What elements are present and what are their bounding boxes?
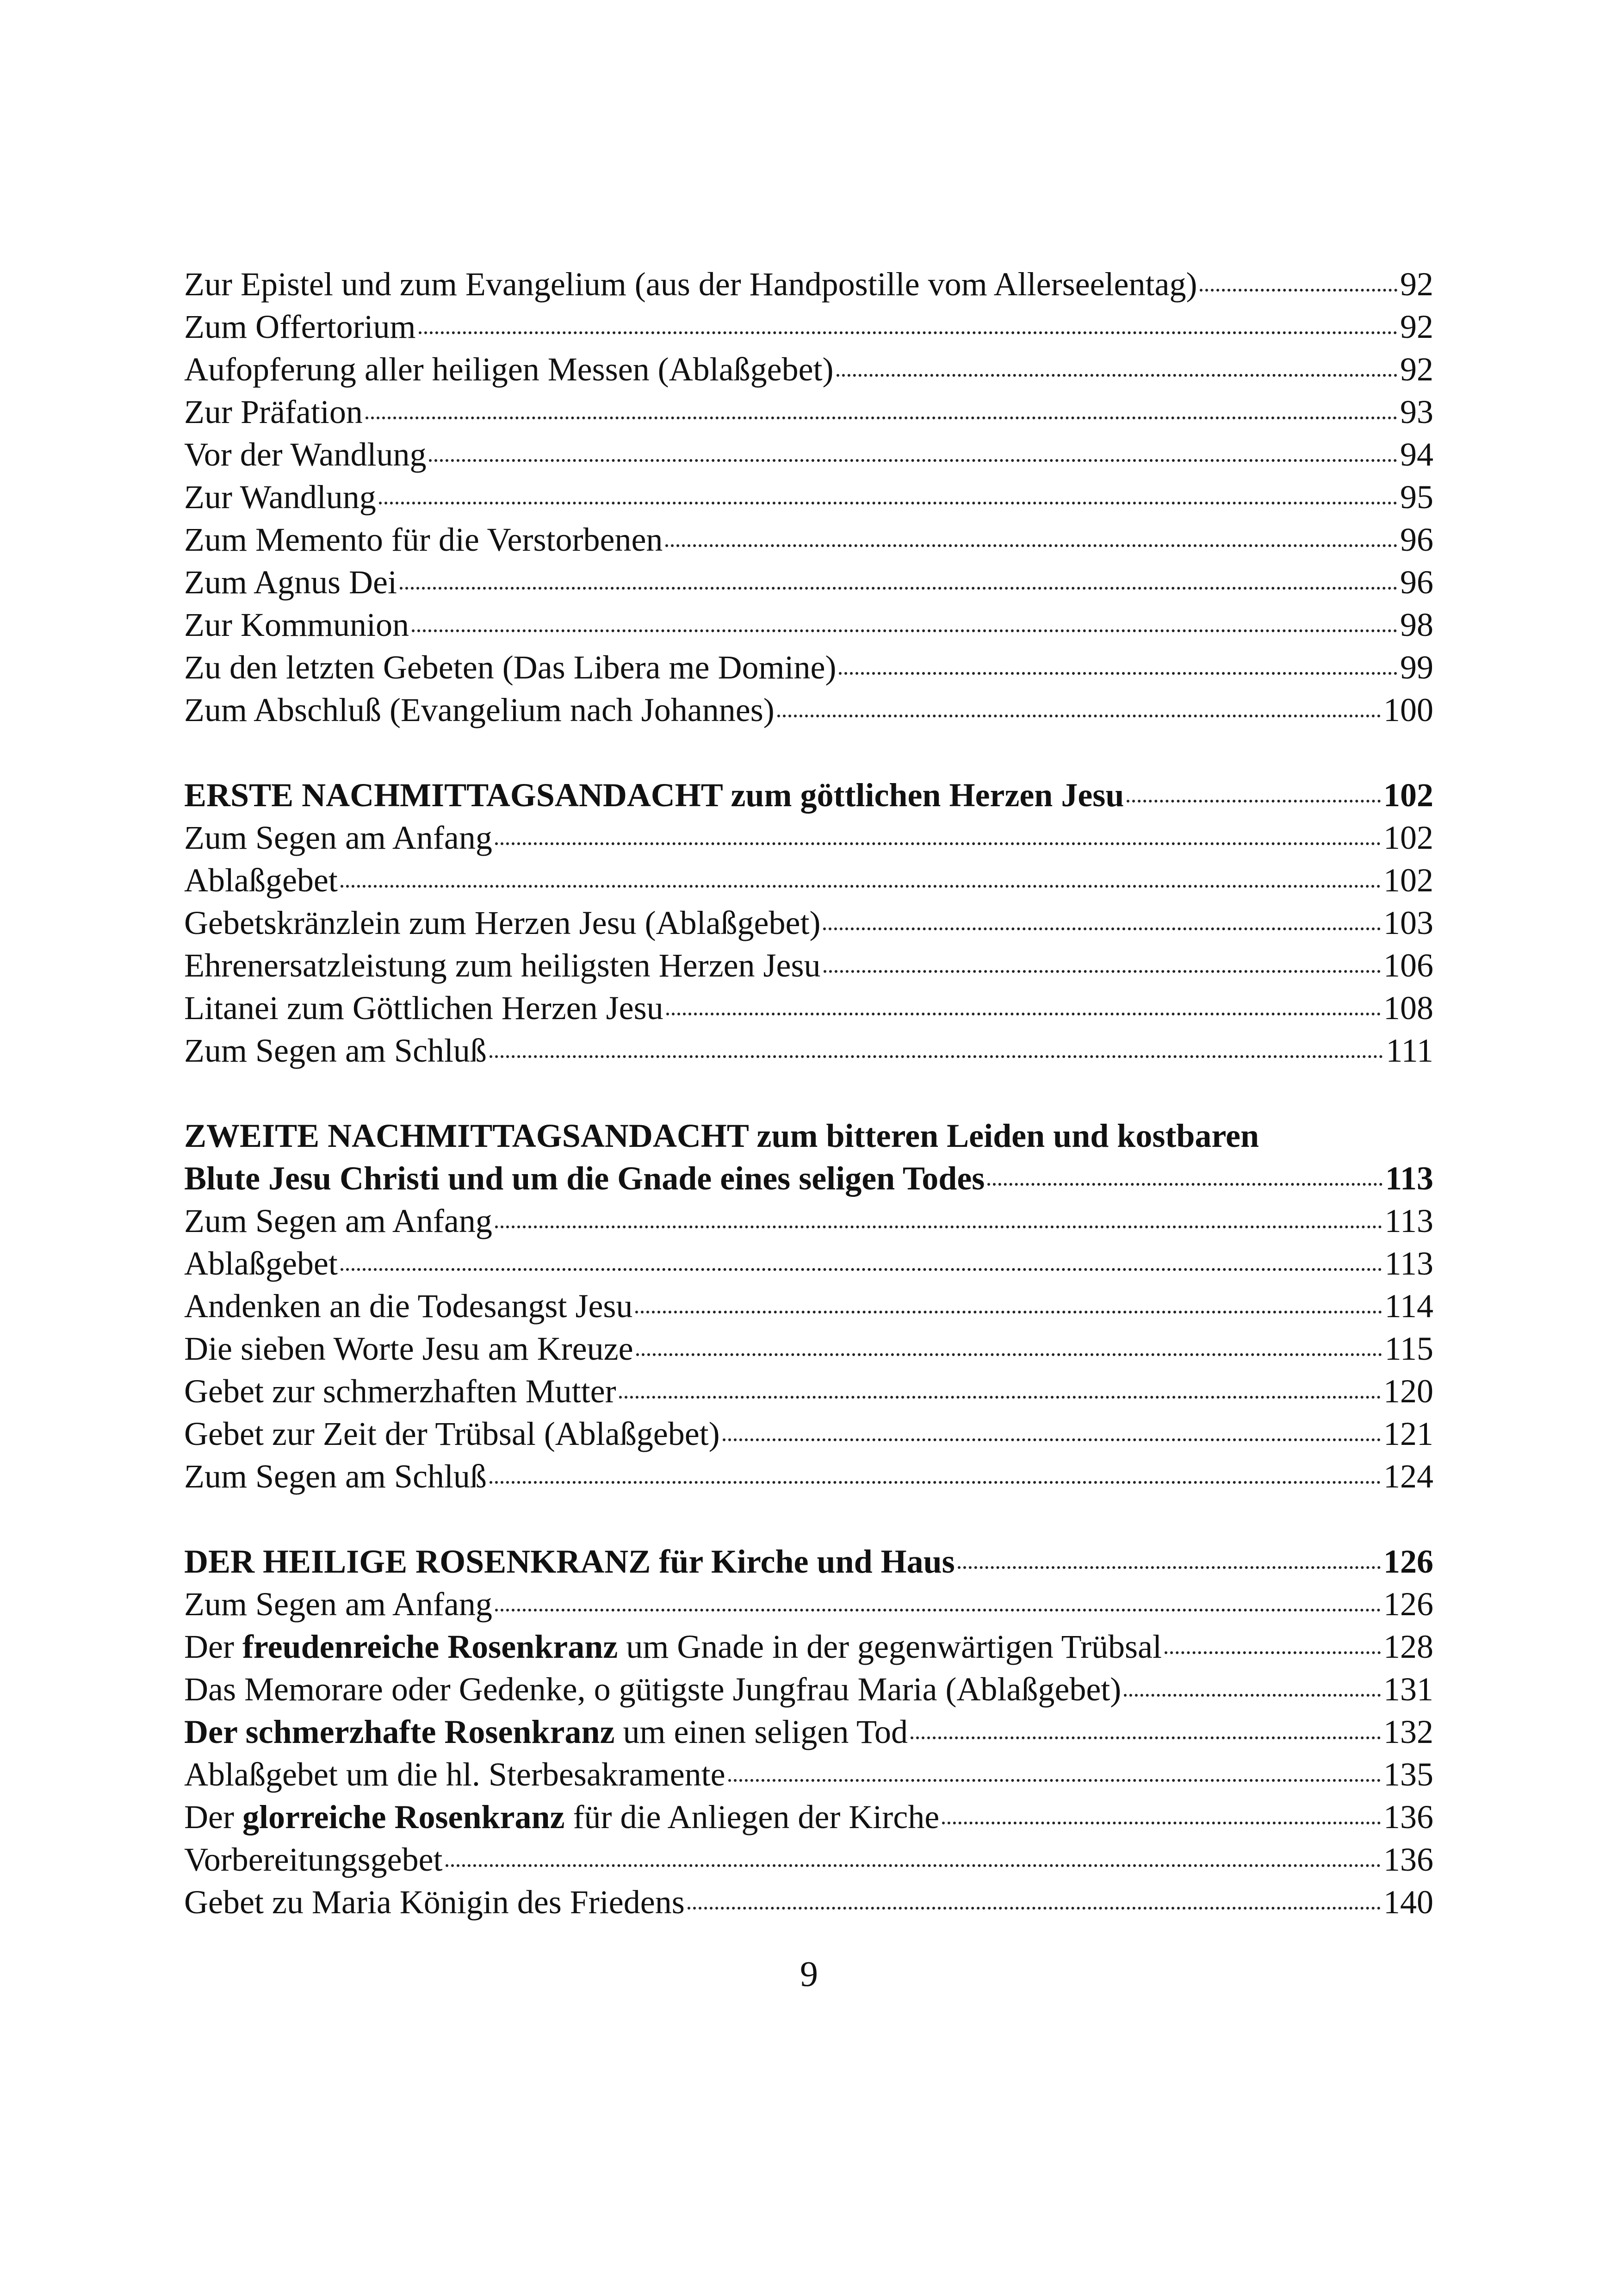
entry-title: Die sieben Worte Jesu am Kreuze	[184, 1330, 633, 1367]
entry-page: 96	[1400, 521, 1433, 558]
entry-title	[184, 1796, 939, 1838]
dot-leader	[636, 1353, 1382, 1356]
dot-leader	[400, 587, 1397, 590]
entry-page: 102	[1383, 862, 1433, 899]
entry-page: 140	[1383, 1884, 1433, 1921]
dot-leader	[1200, 289, 1397, 292]
entry-page: 92	[1400, 266, 1433, 303]
dot-leader	[495, 1609, 1381, 1612]
entry-title-post: um Gnade in der gegenwärtigen Trübsal	[618, 1628, 1162, 1665]
toc-entry	[184, 1753, 1433, 1796]
toc-section-heading	[184, 1540, 1433, 1583]
page-number: 9	[800, 1954, 818, 1994]
entry-page: 132	[1383, 1713, 1433, 1750]
entry-title: Zum Segen am Schluß	[184, 1458, 487, 1495]
dot-leader	[490, 1481, 1381, 1484]
table-of-contents	[184, 263, 1433, 1923]
toc-entry	[184, 1242, 1433, 1285]
dot-leader	[341, 1268, 1382, 1271]
dot-leader	[446, 1864, 1381, 1867]
dot-leader	[379, 502, 1397, 504]
dot-leader	[495, 1226, 1382, 1228]
toc-entry	[184, 1285, 1433, 1327]
entry-title: Vorbereitungsgebet	[184, 1841, 443, 1878]
entry-title: Zum Segen am Anfang	[184, 1202, 492, 1239]
entry-title: Zur Epistel und zum Evangelium (aus der Handpostille vom Allerseelentag)	[184, 266, 1197, 303]
entry-page: 124	[1383, 1458, 1433, 1495]
dot-leader	[412, 629, 1397, 632]
heading-page: 126	[1383, 1543, 1433, 1580]
entry-title-bold: Der schmerzhafte Rosenkranz	[184, 1713, 615, 1750]
entry-page: 126	[1383, 1586, 1433, 1623]
dot-leader	[366, 417, 1397, 419]
entry-title: Zum Offertorium	[184, 308, 416, 345]
toc-entry	[184, 348, 1433, 391]
dot-leader	[490, 1055, 1383, 1058]
toc-section-herz-jesu	[184, 774, 1433, 1072]
entry-page: 92	[1400, 351, 1433, 388]
entry-title: Zum Abschluß (Evangelium nach Johannes)	[184, 691, 775, 728]
entry-page: 131	[1383, 1671, 1433, 1708]
toc-entry	[184, 1412, 1433, 1455]
entry-title-pre: Der	[184, 1798, 242, 1836]
heading-title: DER HEILIGE ROSENKRANZ für Kirche und Haus	[184, 1543, 955, 1580]
entry-page: 98	[1400, 606, 1433, 643]
entry-title: Gebet zu Maria Königin des Friedens	[184, 1884, 685, 1921]
entry-page: 96	[1400, 564, 1433, 601]
entry-title: Zum Memento für die Verstorbenen	[184, 521, 663, 558]
dot-leader	[688, 1907, 1381, 1910]
toc-section-heading	[184, 1157, 1433, 1200]
entry-title: Zur Präfation	[184, 393, 363, 430]
entry-page: 121	[1383, 1415, 1433, 1452]
toc-entry	[184, 1583, 1433, 1625]
entry-page: 136	[1383, 1798, 1433, 1836]
entry-title: Gebetskränzlein zum Herzen Jesu (Ablaßgebet)	[184, 904, 821, 941]
dot-leader	[1127, 800, 1381, 803]
entry-title: Zum Agnus Dei	[184, 564, 397, 601]
dot-leader	[635, 1311, 1382, 1313]
entry-page: 99	[1400, 649, 1433, 686]
entry-page: 111	[1386, 1032, 1433, 1069]
entry-page: 120	[1383, 1373, 1433, 1410]
toc-section-heading-line: ZWEITE NACHMITTAGSANDACHT zum bitteren Leiden und kostbaren	[184, 1117, 1259, 1154]
dot-leader	[942, 1822, 1381, 1824]
dot-leader	[728, 1779, 1381, 1782]
entry-page: 108	[1383, 989, 1433, 1027]
entry-page: 92	[1400, 308, 1433, 345]
entry-title: Ablaßgebet um die hl. Sterbesakramente	[184, 1756, 725, 1793]
toc-entry	[184, 816, 1433, 859]
entry-title: Zur Wandlung	[184, 479, 376, 516]
dot-leader	[958, 1566, 1381, 1569]
toc-entry	[184, 1625, 1433, 1668]
toc-entry	[184, 1881, 1433, 1923]
entry-title	[184, 1625, 1162, 1668]
dot-leader	[1124, 1694, 1381, 1697]
entry-title: Vor der Wandlung	[184, 436, 427, 473]
toc-entry	[184, 1370, 1433, 1412]
toc-entry	[184, 987, 1433, 1029]
dot-leader	[495, 842, 1381, 845]
dot-leader	[824, 970, 1381, 973]
toc-section-leiden	[184, 1114, 1433, 1498]
entry-page: 102	[1383, 819, 1433, 856]
toc-entry	[184, 1796, 1433, 1838]
entry-title: Aufopferung aller heiligen Messen (Ablaßgebet)	[184, 351, 834, 388]
toc-entry	[184, 1668, 1433, 1711]
entry-page: 106	[1383, 947, 1433, 984]
entry-title: Andenken an die Todesangst Jesu	[184, 1288, 633, 1325]
entry-page: 94	[1400, 436, 1433, 473]
toc-entry	[184, 561, 1433, 604]
toc-entry	[184, 1838, 1433, 1881]
entry-title-post: um einen seligen Tod	[614, 1713, 908, 1750]
toc-section-mass	[184, 263, 1433, 731]
heading-title: ERSTE NACHMITTAGSANDACHT zum göttlichen Herzen Jesu	[184, 777, 1124, 814]
entry-page: 115	[1384, 1330, 1433, 1367]
toc-section-rosenkranz	[184, 1540, 1433, 1923]
toc-entry	[184, 476, 1433, 518]
entry-title-bold: freudenreiche Rosenkranz	[242, 1628, 618, 1665]
dot-leader	[1165, 1651, 1381, 1654]
heading-title: Blute Jesu Christi und um die Gnade eines seligen Todes	[184, 1160, 985, 1197]
toc-entry	[184, 689, 1433, 731]
toc-entry	[184, 263, 1433, 305]
toc-entry	[184, 433, 1433, 476]
toc-entry	[184, 518, 1433, 561]
entry-title: Zur Kommunion	[184, 606, 409, 643]
dot-leader	[723, 1438, 1381, 1441]
toc-entry	[184, 1711, 1433, 1753]
entry-title: Litanei zum Göttlichen Herzen Jesu	[184, 989, 663, 1027]
toc-entry	[184, 902, 1433, 944]
heading-page: 102	[1383, 777, 1433, 814]
toc-entry	[184, 859, 1433, 902]
entry-page: 136	[1383, 1841, 1433, 1878]
entry-page: 113	[1384, 1202, 1433, 1239]
toc-entry	[184, 391, 1433, 433]
entry-page: 135	[1383, 1756, 1433, 1793]
entry-title-bold: glorreiche Rosenkranz	[242, 1798, 565, 1836]
toc-entry	[184, 1327, 1433, 1370]
entry-title-post: für die Anliegen der Kirche	[564, 1798, 940, 1836]
section-spacer	[184, 731, 1433, 774]
entry-title: Zum Segen am Anfang	[184, 819, 492, 856]
dot-leader	[837, 374, 1397, 377]
entry-title: Ablaßgebet	[184, 862, 338, 899]
dot-leader	[429, 459, 1397, 462]
dot-leader	[665, 544, 1397, 547]
entry-page: 100	[1383, 691, 1433, 728]
entry-title: Ehrenersatzleistung zum heiligsten Herzen Jesu	[184, 947, 821, 984]
entry-title: Das Memorare oder Gedenke, o gütigste Jungfrau Maria (Ablaßgebet)	[184, 1671, 1122, 1708]
entry-title: Zum Segen am Schluß	[184, 1032, 487, 1069]
toc-entry	[184, 1029, 1433, 1072]
entry-title: Gebet zur Zeit der Trübsal (Ablaßgebet)	[184, 1415, 720, 1452]
dot-leader	[341, 885, 1381, 888]
section-spacer	[184, 1072, 1433, 1114]
entry-title-pre: Der	[184, 1628, 242, 1665]
entry-title: Ablaßgebet	[184, 1245, 338, 1282]
dot-leader	[911, 1736, 1381, 1739]
dot-leader	[839, 672, 1397, 675]
toc-entry	[184, 1455, 1433, 1498]
entry-page: 114	[1384, 1288, 1433, 1325]
toc-entry	[184, 604, 1433, 646]
entry-page: 128	[1383, 1628, 1433, 1665]
toc-section-heading	[184, 774, 1433, 816]
dot-leader	[777, 715, 1381, 717]
entry-page: 95	[1400, 479, 1433, 516]
toc-entry	[184, 1200, 1433, 1242]
entry-title	[184, 1711, 908, 1753]
dot-leader	[419, 331, 1397, 334]
toc-entry	[184, 944, 1433, 987]
dot-leader	[666, 1013, 1381, 1015]
toc-entry	[184, 305, 1433, 348]
toc-entry	[184, 646, 1433, 689]
section-spacer	[184, 1498, 1433, 1540]
entry-page: 103	[1383, 904, 1433, 941]
entry-page: 93	[1400, 393, 1433, 430]
entry-title: Zum Segen am Anfang	[184, 1586, 492, 1623]
dot-leader	[987, 1183, 1382, 1186]
entry-title: Zu den letzten Gebeten (Das Libera me Domine)	[184, 649, 837, 686]
dot-leader	[823, 927, 1381, 930]
entry-page: 113	[1384, 1245, 1433, 1282]
dot-leader	[619, 1396, 1381, 1399]
heading-page: 113	[1385, 1160, 1433, 1197]
entry-title: Gebet zur schmerzhaften Mutter	[184, 1373, 616, 1410]
